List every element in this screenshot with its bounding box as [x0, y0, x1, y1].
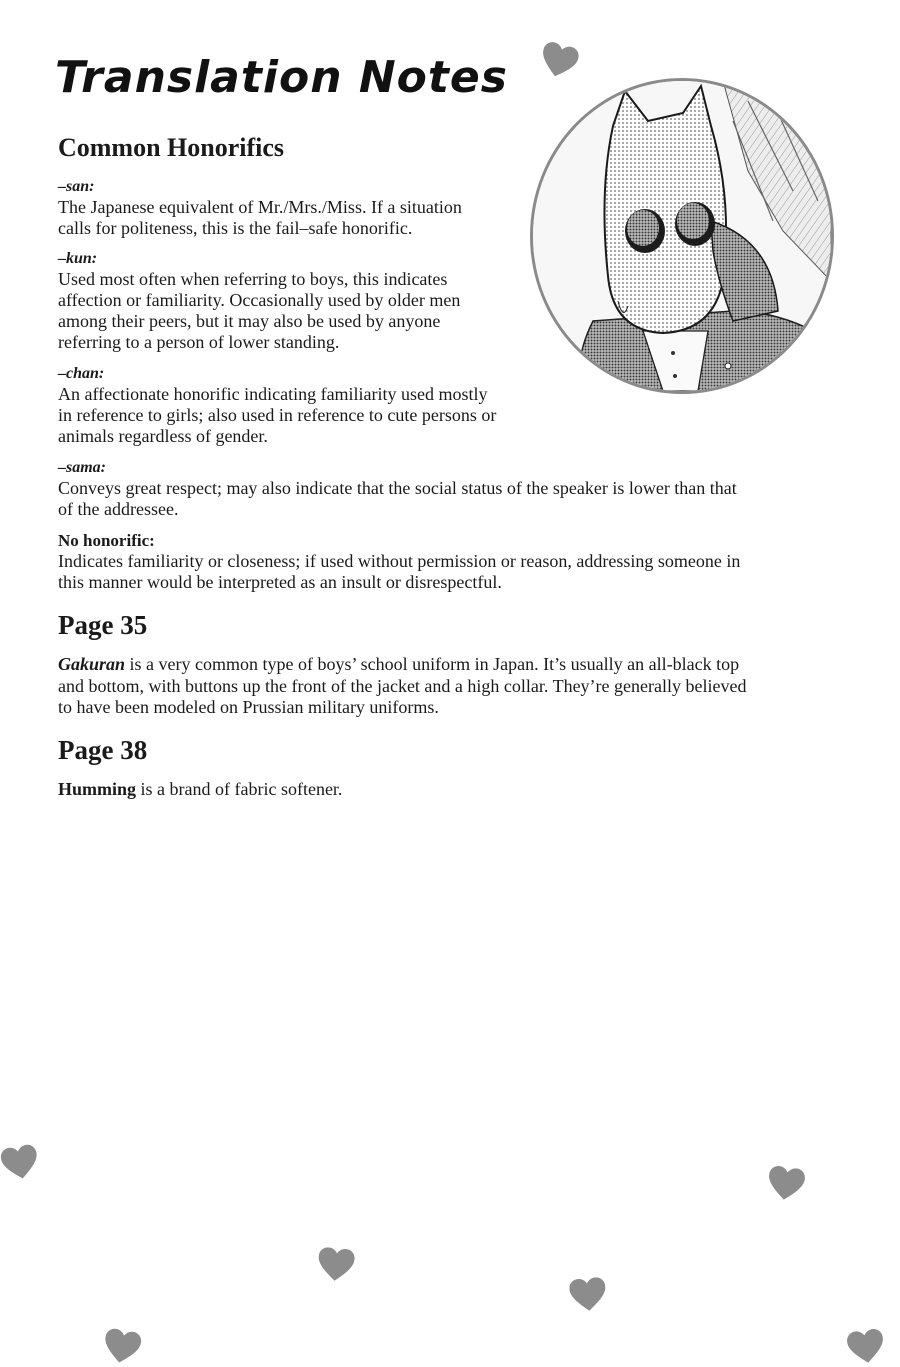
heart-icon [317, 1246, 356, 1283]
honorific-definition-line: among their peers, but it may also be used by anyone [58, 311, 441, 331]
honorific-term: –sama: [58, 459, 106, 476]
heart-icon [537, 40, 581, 82]
page-38-note [58, 779, 818, 801]
honorific-definition-line: in reference to girls; also used in reference to cute persons or [58, 405, 497, 425]
honorific-definition-line: this manner would be interpreted as an insult or disrespectful. [58, 572, 502, 592]
honorific-definition-line: calls for politeness, this is the fail–safe honorific. [58, 218, 413, 238]
page-35-heading: Page 35 [58, 610, 148, 640]
honorific-definition-line: Indicates familiarity or closeness; if used without permission or reason, addressing someone in [58, 551, 741, 571]
honorific-definition-line: referring to a person of lower standing. [58, 332, 340, 352]
honorific-kun [58, 249, 460, 353]
cat-eared-character-illustration [533, 81, 831, 391]
page-38-heading: Page 38 [58, 735, 148, 765]
honorific-sama [58, 458, 737, 520]
honorific-term: –kun: [58, 250, 98, 267]
honorific-definition-line: affection or familiarity. Occasionally used by older men [58, 290, 461, 310]
heart-icon [0, 1143, 41, 1183]
heart-icon [569, 1276, 608, 1313]
note-line: is a very common type of boys’ school uniform in Japan. It’s usually an all-black top [125, 654, 740, 674]
heart-icon [101, 1327, 142, 1367]
note-term: Humming [58, 779, 137, 799]
note-term: Gakuran [58, 654, 126, 674]
honorific-term: –chan: [58, 365, 105, 382]
page-title: Translation Notes [55, 52, 508, 103]
heart-icon [846, 1328, 886, 1367]
honorific-none [58, 531, 740, 593]
honorific-definition-line: of the addressee. [58, 499, 179, 519]
character-portrait [530, 78, 834, 394]
note-line: and bottom, with buttons up the front of the jacket and a high collar. They’re generally believed [58, 675, 747, 696]
page-35-note [58, 654, 818, 719]
honorific-term: No honorific: [58, 531, 155, 550]
honorific-chan [58, 364, 496, 447]
honorific-definition-line: The Japanese equivalent of Mr./Mrs./Miss. If a situation [58, 197, 462, 217]
note-line: to have been modeled on Prussian military uniforms. [58, 697, 439, 717]
honorific-term: –san: [58, 178, 95, 195]
honorific-definition-line: An affectionate honorific indicating familiarity used mostly [58, 384, 488, 404]
heart-icon [766, 1165, 806, 1204]
honorific-definition-line: Used most often when referring to boys, this indicates [58, 269, 448, 289]
note-text: is a brand of fabric softener. [136, 779, 343, 799]
common-honorifics-heading: Common Honorifics [58, 133, 285, 162]
honorific-san [58, 177, 462, 239]
honorific-definition-line: animals regardless of gender. [58, 426, 268, 446]
honorific-definition-line: Conveys great respect; may also indicate that the social status of the speaker is lower than that [58, 478, 737, 498]
